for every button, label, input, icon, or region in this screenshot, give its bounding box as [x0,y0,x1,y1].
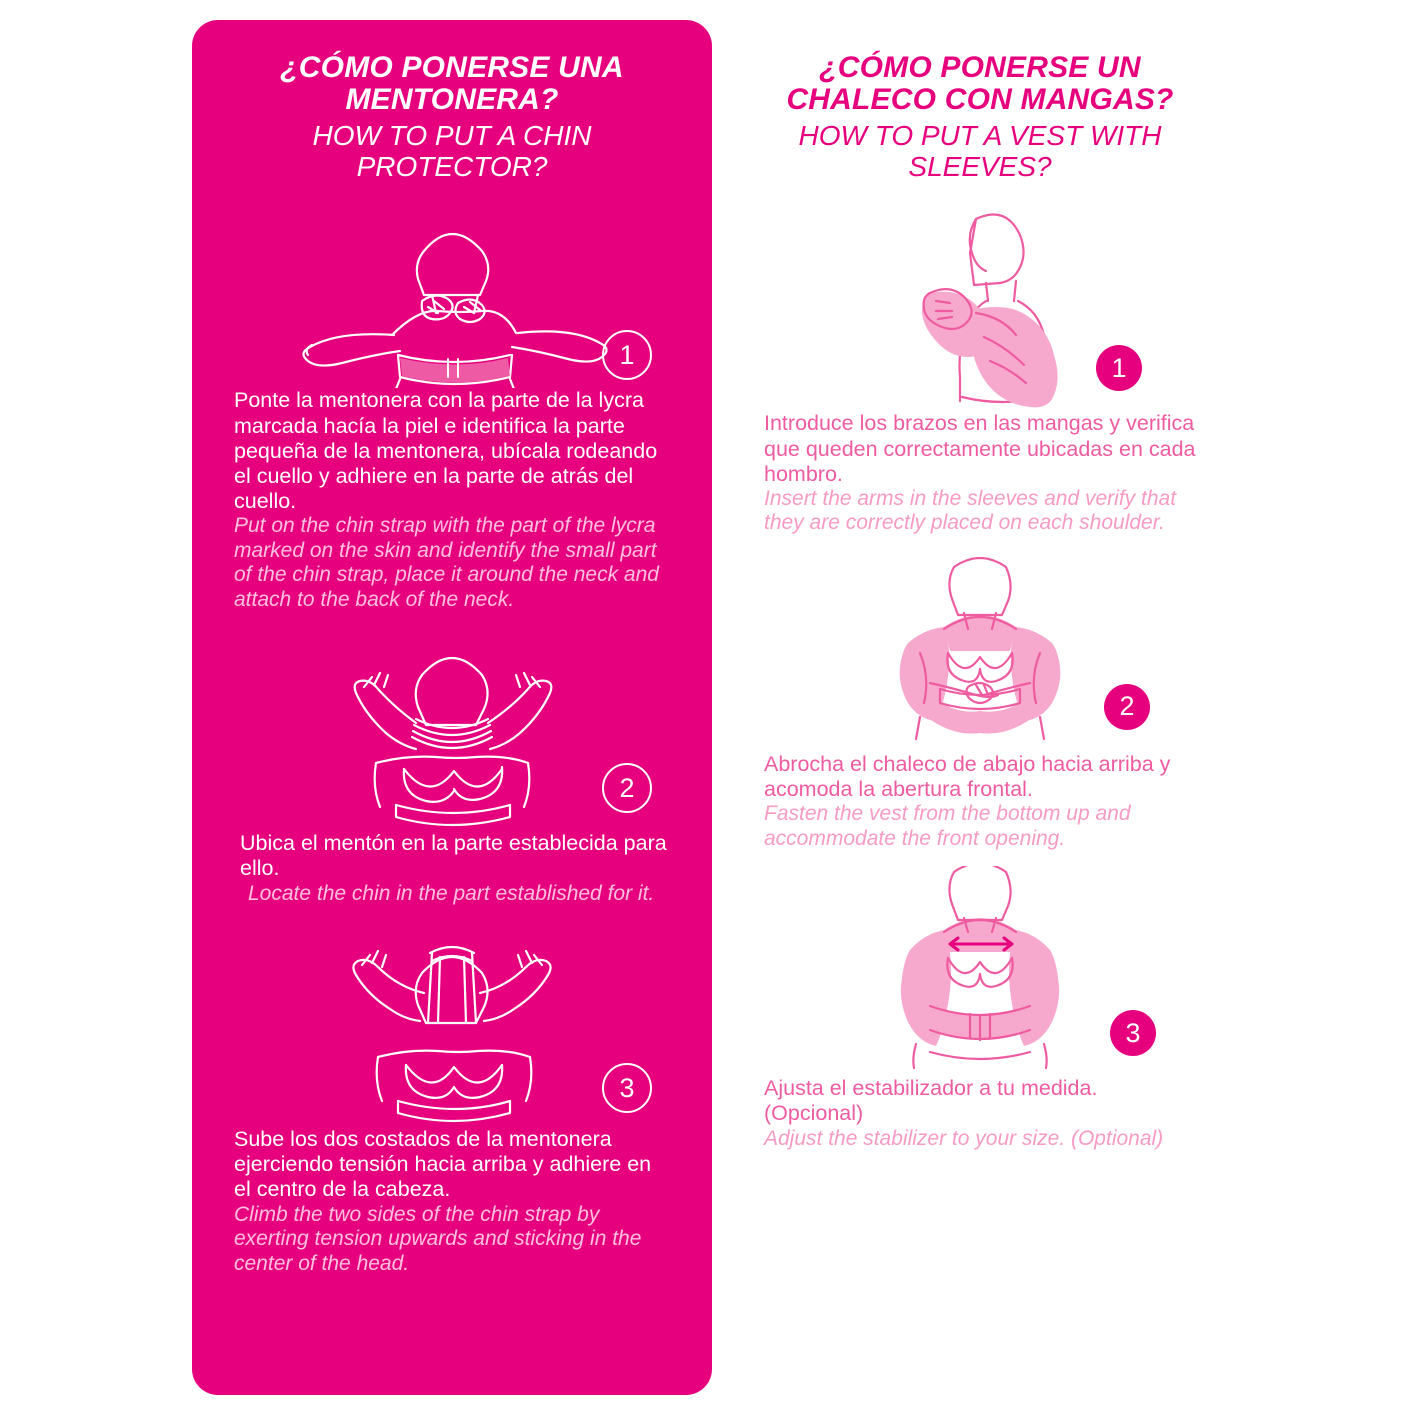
woman-applying-chin-strap-around-neck-icon [272,203,632,388]
left-title-en: HOW TO PUT A CHIN PROTECTOR? [312,119,592,182]
right-title-es: ¿CÓMO PONERSE UN CHALECO CON MANGAS? [786,51,1174,117]
vest-with-sleeves-panel [740,20,1220,1395]
left-panel-title [230,52,674,182]
right-step-3-text-es: Ajusta el estabilizador a tu medida. (Opcional) [764,1076,1098,1126]
right-step-3-figure [760,861,1200,1076]
right-step-2-text-en: Fasten the vest from the bottom up and accommodate the front opening. [764,802,1131,850]
right-step-2 [760,552,1200,851]
right-step-1-figure [760,196,1200,411]
right-step-3-caption [760,1076,1200,1151]
right-step-1 [760,196,1200,536]
right-step-2-caption [760,752,1200,851]
left-step-2-figure [230,626,674,831]
woman-positioning-chin-in-strap-icon [272,631,632,831]
left-step-3-text-en: Climb the two sides of the chin strap by exerting tension upwards and sticking in the center of the head. [234,1202,642,1275]
left-step-2-number: 2 [602,763,652,813]
left-step-1-text-en: Put on the chin strap with the part of the lycra marked on the skin and identify the small part of the chin strap, place it around the neck and attach to the back of the neck. [234,514,659,611]
right-step-1-text-es: Introduce los brazos en las mangas y verifica que queden correctamente ubicadas en cada hombro. [764,411,1196,486]
right-step-3-number: 3 [1110,1010,1156,1056]
chin-protector-panel [192,20,712,1395]
right-step-1-number: 1 [1096,345,1142,391]
left-step-1 [230,198,674,612]
left-step-2-text-en: Locate the chin in the part established for it. [248,881,655,905]
left-step-2-text-es: Ubica el mentón en la parte establecida para ello. [240,831,667,881]
left-title-es: ¿CÓMO PONERSE UNA MENTONERA? [280,51,624,117]
left-step-2 [230,626,674,906]
right-title-en: HOW TO PUT A VEST WITH SLEEVES? [798,119,1162,182]
right-step-2-number: 2 [1104,684,1150,730]
right-step-2-figure [760,552,1200,752]
left-step-1-caption [230,388,674,612]
right-step-1-caption [760,411,1200,536]
right-step-2-text-es: Abrocha el chaleco de abajo hacia arriba y acomoda la abertura frontal. [764,751,1171,802]
left-step-2-caption [230,831,674,906]
right-panel-title [760,52,1200,182]
right-step-3 [760,861,1200,1151]
right-step-3-text-en: Adjust the stabilizer to your size. (Optional) [764,1126,1164,1150]
left-step-3 [230,922,674,1276]
left-step-3-caption [230,1127,674,1276]
left-step-1-figure [230,198,674,388]
left-step-1-text-es: Ponte la mentonera con la parte de la lycra marcada hacía la piel e identifica la parte pequeña de la mentonera, ubícala rodeando el cuello y adhiere en la parte de atrás del cuello. [234,388,658,513]
left-step-3-figure [230,922,674,1127]
right-step-1-text-en: Insert the arms in the sleeves and verify that they are correctly placed on each shoulder. [764,486,1177,535]
left-step-3-number: 3 [602,1063,652,1113]
woman-pulling-chin-strap-sides-up-over-head-icon [272,927,632,1127]
left-step-1-number: 1 [602,330,652,380]
left-step-3-text-es: Sube los dos costados de la mentonera ejerciendo tensión hacia arriba y adhiere en el centro de la cabeza. [234,1127,652,1202]
